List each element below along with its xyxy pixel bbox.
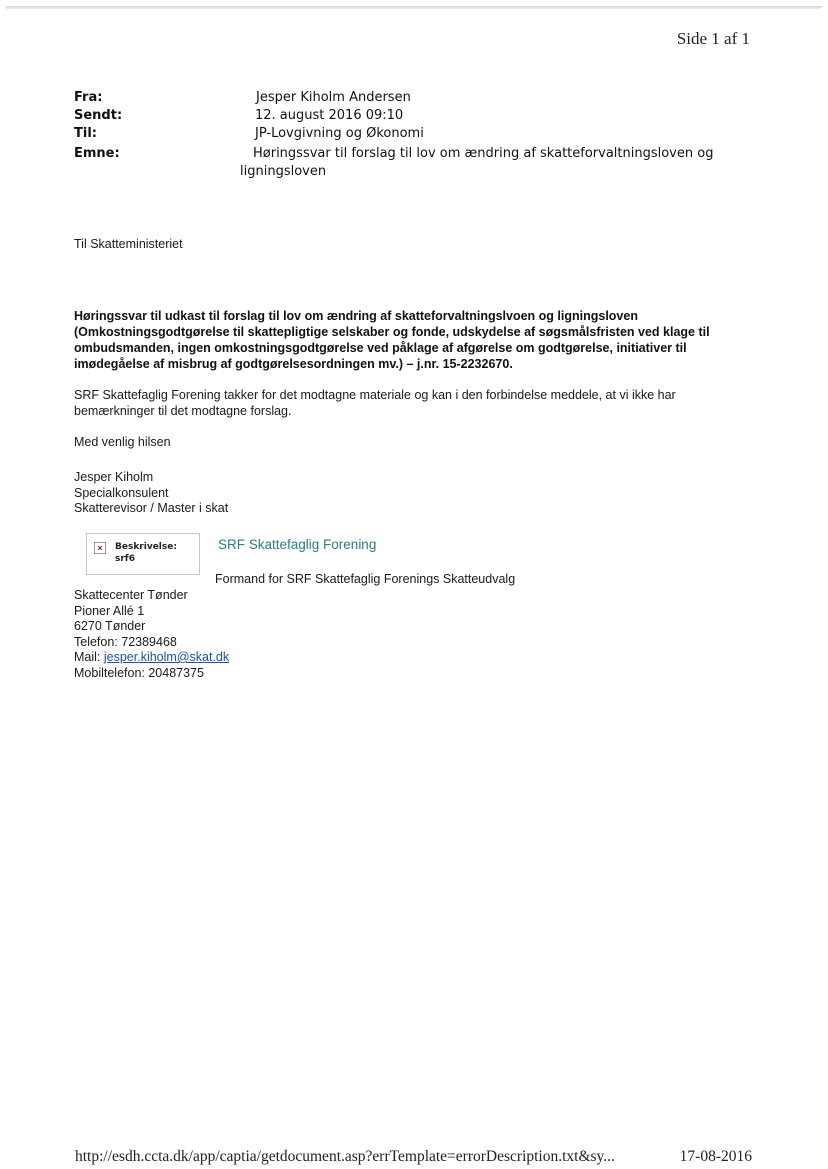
to-value: JP-Lovgivning og Økonomi [255,126,424,141]
broken-image-icon: × [94,542,106,554]
body-paragraph: SRF Skattefaglig Forening takker for det modtagne materiale og kan i den forbindelse meddele, at vi ikke har bemærkninger til det modtagne forslag. [74,388,676,418]
phone-number: Telefon: 72389468 [74,634,177,649]
signature-title-2: Skatterevisor / Master i skat [74,501,229,515]
mobile-number: Mobiltelefon: 20487375 [74,665,204,680]
broken-logo-image [86,533,200,575]
footer-url: http://esdh.ccta.dk/app/captia/getdocument.asp?errTemplate=errorDescription.txt&sy... [75,1148,615,1165]
recipient-line: Til Skatteministeriet [74,237,183,251]
org-name-link[interactable]: SRF Skattefaglig Forening [218,537,377,552]
sent-value: 12. august 2016 09:10 [255,108,404,123]
scan-top-edge [6,6,822,9]
signature-block [74,470,228,517]
mail-line [74,650,229,666]
page-number: Side 1 af 1 [676,29,750,48]
sent-label: Sendt: [74,108,123,123]
org-role: Formand for SRF Skattefaglig Forenings Skatteudvalg [215,572,516,586]
mail-label: Mail: [74,650,104,664]
street-address: Pioner Allé 1 [74,603,145,618]
from-label: Fra: [74,90,103,105]
office-name: Skattecenter Tønder [74,588,188,602]
heading-paragraph: Høringssvar til udkast til forslag til lov om ændring af skatteforvaltningslvoen og ligningsloven (Omkostningsgodtgørelse til skattepligtige selskaber og fonde, udskydelse af søgsmålsfristen ved klage til ombudsmanden, ingen omkostningsgodtgørelse ved påklage af afgørelse om godtgørelse, initiativer til imødegåelse af misbrug af godtgørelsesordningen mv.) – j.nr. 15-2232670. [74,309,710,371]
closing-line: Med venlig hilsen [74,435,171,449]
image-alt-text [115,541,177,565]
subject-line-1: Høringssvar til forslag til lov om ændring af skatteforvaltningsloven og [253,146,714,161]
subject-line-2: ligningsloven [240,164,327,179]
subject-label: Emne: [74,146,120,161]
signature-name: Jesper Kiholm [74,470,154,484]
signature-title-1: Specialkonsulent [74,485,169,500]
mail-link[interactable]: jesper.kiholm@skat.dk [103,650,230,664]
image-alt-line-1: Beskrivelse: [115,542,177,552]
city-address: 6270 Tønder [74,619,146,633]
image-alt-line-2: srf6 [115,554,135,564]
footer-date: 17-08-2016 [679,1148,752,1165]
to-label: Til: [74,126,97,141]
from-value: Jesper Kiholm Andersen [256,90,411,105]
contact-block [74,588,229,681]
